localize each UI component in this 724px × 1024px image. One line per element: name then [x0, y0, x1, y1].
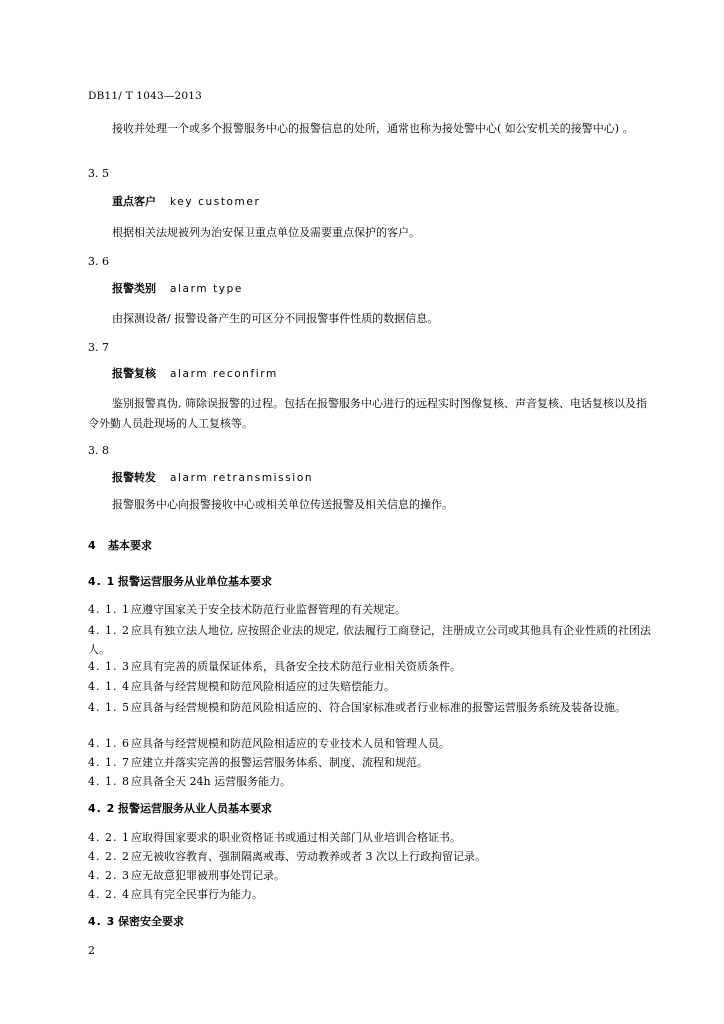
term-number: 3. 6 — [88, 255, 109, 268]
subsection-title: 报警运营服务从业单位基本要求 — [118, 575, 272, 588]
intro-paragraph: 接收并处理一个或多个报警服务中心的报警信息的处所，通常也称为接处警中心( 如公安机关的接警中心) 。 — [112, 122, 634, 135]
term-title-en: alarm retransmission — [170, 472, 314, 484]
term-definition: 由探测设备/ 报警设备产生的可区分不同报警事件性质的数据信息。 — [112, 312, 439, 325]
clause-number: 4. 2. 1 — [88, 831, 130, 844]
term-title-zh: 报警类别 — [112, 282, 156, 295]
clause-number: 4. 1. 4 — [88, 680, 130, 693]
clause-number: 4. 2. 4 — [88, 888, 130, 901]
term-number: 3. 5 — [88, 167, 109, 180]
clause-text: 应建立并落实完善的报警运营服务体系、制度、流程和规范。 — [131, 756, 428, 769]
section-number: 4 — [88, 539, 97, 552]
clause-number: 4. 1. 5 — [88, 701, 130, 714]
clause — [88, 775, 291, 789]
clause-text: 应遵守国家关于安全技术防范行业监督管理的有关规定。 — [131, 603, 406, 616]
term-title-en: alarm type — [170, 283, 243, 295]
clause-text: 应具备全天 24h 运营服务能力。 — [131, 775, 292, 788]
term-definition: 报警服务中心向报警接收中心或相关单位传送报警及相关信息的操作。 — [112, 498, 453, 511]
clause-number: 4. 1. 7 — [88, 756, 130, 769]
clause-text: 应具有完全民事行为能力。 — [131, 888, 263, 901]
term-title — [112, 367, 278, 381]
term-title — [112, 282, 243, 296]
section-title: 基本要求 — [108, 539, 152, 552]
clause-text: 应具备与经营规模和防范风险相适应的、符合国家标准或者行业标准的报警运营服务系统及装备设施。 — [131, 701, 626, 714]
clause-number: 4. 1. 2 — [88, 624, 130, 637]
term-number: 3. 7 — [88, 341, 109, 354]
subsection-number: 4. 3 — [88, 915, 116, 928]
clause — [88, 737, 450, 751]
clause-text: 应无故意犯罪被刑事处罚记录。 — [131, 869, 285, 882]
clause — [88, 850, 486, 864]
term-title-en: key customer — [170, 196, 261, 208]
subsection-title: 报警运营服务从业人员基本要求 — [118, 802, 272, 815]
clause — [88, 603, 406, 617]
clause-text: 应无被收容教育、强制隔离戒毒、劳动教养或者 3 次以上行政拘留记录。 — [131, 850, 486, 863]
subsection-title: 保密安全要求 — [118, 915, 184, 928]
term-title-zh: 报警复核 — [112, 367, 156, 380]
term-number: 3. 8 — [88, 444, 109, 457]
term-definition: 鉴别报警真伪, 筛除误报警的过程。包括在报警服务中心进行的远程实时图像复核、声音复核、电话复核以及指令外勤人员赴现场的人工复核等。 — [88, 397, 647, 430]
page-number: 2 — [88, 944, 95, 957]
clause-text: 应具有独立法人地位, 应按照企业法的规定, 依法履行工商登记，注册成立公司或其他具有企业性质的社团法人。 — [88, 624, 651, 656]
term-title-zh: 报警转发 — [112, 471, 156, 484]
clause — [88, 698, 654, 717]
clause-number: 4. 1. 8 — [88, 775, 130, 788]
term-title — [112, 471, 313, 485]
term-title-en: alarm reconfirm — [170, 368, 278, 380]
clause — [88, 621, 654, 659]
subsection-number: 4. 1 — [88, 575, 116, 588]
subsection-number: 4. 2 — [88, 802, 116, 815]
clause-number: 4. 1. 3 — [88, 660, 130, 673]
clause — [88, 831, 461, 845]
clause-number: 4. 2. 3 — [88, 869, 130, 882]
clause-number: 4. 1. 6 — [88, 737, 130, 750]
clause-number: 4. 1. 1 — [88, 603, 130, 616]
term-title — [112, 195, 260, 209]
clause-number: 4. 2. 2 — [88, 850, 130, 863]
clause-text: 应具有完善的质量保证体系，具备安全技术防范行业相关资质条件。 — [131, 660, 461, 673]
clause — [88, 660, 461, 674]
term-definition: 根据相关法规被列为治安保卫重点单位及需要重点保护的客户。 — [112, 226, 420, 239]
clause-text: 应具备与经营规模和防范风险相适应的过失赔偿能力。 — [131, 680, 395, 693]
section-heading — [88, 539, 152, 553]
subsection-heading — [88, 575, 272, 589]
standard-header: DB11/ T 1043—2013 — [88, 90, 203, 102]
clause — [88, 756, 428, 770]
clause — [88, 869, 285, 883]
clause-text: 应取得国家要求的职业资格证书或通过相关部门从业培训合格证书。 — [131, 831, 461, 844]
subsection-heading — [88, 915, 184, 929]
term-title-zh: 重点客户 — [112, 195, 156, 208]
clause-text: 应具备与经营规模和防范风险相适应的专业技术人员和管理人员。 — [131, 737, 450, 750]
clause — [88, 680, 395, 694]
subsection-heading — [88, 802, 272, 816]
clause — [88, 888, 263, 902]
